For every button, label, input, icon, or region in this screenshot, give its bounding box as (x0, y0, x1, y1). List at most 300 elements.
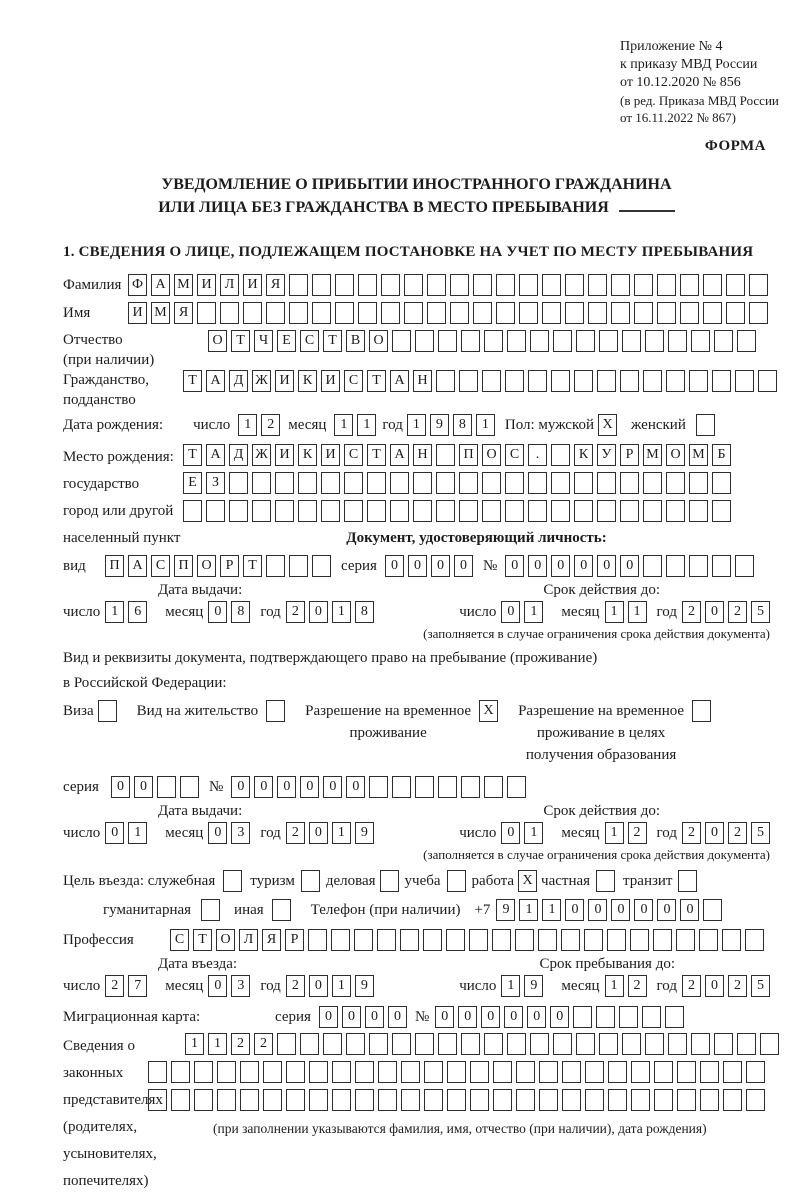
form-cell[interactable] (507, 1033, 526, 1055)
form-cell[interactable] (689, 500, 708, 522)
form-cell[interactable]: 1 (542, 899, 561, 921)
form-cell[interactable]: 0 (365, 1006, 384, 1028)
form-cell[interactable]: 1 (357, 414, 376, 436)
form-cell[interactable]: 0 (435, 1006, 454, 1028)
form-cell[interactable] (622, 330, 641, 352)
form-cell[interactable]: И (275, 370, 294, 392)
form-cell[interactable]: 2 (682, 975, 701, 997)
form-cell[interactable] (726, 274, 745, 296)
form-cell[interactable] (723, 1061, 742, 1083)
form-cell[interactable] (689, 370, 708, 392)
form-cell[interactable] (240, 1089, 259, 1111)
form-cell[interactable] (538, 929, 557, 951)
form-cell[interactable]: X (518, 870, 537, 892)
form-cell[interactable] (505, 472, 524, 494)
form-cell[interactable]: 1 (238, 414, 257, 436)
form-cell[interactable] (400, 929, 419, 951)
form-cell[interactable] (608, 1089, 627, 1111)
form-cell[interactable] (321, 500, 340, 522)
form-cell[interactable] (220, 302, 239, 324)
form-cell[interactable] (275, 472, 294, 494)
form-cell[interactable] (323, 1033, 342, 1055)
form-cell[interactable] (392, 1033, 411, 1055)
form-cell[interactable]: 0 (505, 555, 524, 577)
form-cell[interactable] (691, 1033, 710, 1055)
form-cell[interactable] (530, 1033, 549, 1055)
form-cell[interactable] (157, 776, 176, 798)
form-cell[interactable] (252, 472, 271, 494)
form-cell[interactable]: П (459, 444, 478, 466)
form-cell[interactable] (712, 500, 731, 522)
form-cell[interactable]: . (528, 444, 547, 466)
form-cell[interactable]: И (243, 274, 262, 296)
form-cell[interactable] (692, 700, 711, 722)
form-cell[interactable]: 0 (342, 1006, 361, 1028)
form-cell[interactable] (275, 500, 294, 522)
form-cell[interactable] (355, 1061, 374, 1083)
form-cell[interactable]: А (206, 444, 225, 466)
form-cell[interactable]: 0 (277, 776, 296, 798)
form-cell[interactable]: 2 (728, 975, 747, 997)
form-cell[interactable] (666, 370, 685, 392)
form-cell[interactable] (377, 929, 396, 951)
form-cell[interactable] (415, 776, 434, 798)
form-cell[interactable]: Б (712, 444, 731, 466)
form-cell[interactable]: Ж (252, 444, 271, 466)
form-cell[interactable] (470, 1061, 489, 1083)
form-cell[interactable]: 2 (254, 1033, 273, 1055)
form-cell[interactable]: 0 (454, 555, 473, 577)
form-cell[interactable] (438, 330, 457, 352)
form-cell[interactable]: 1 (476, 414, 495, 436)
form-cell[interactable]: 1 (208, 1033, 227, 1055)
form-cell[interactable] (194, 1061, 213, 1083)
form-cell[interactable] (272, 899, 291, 921)
form-cell[interactable]: Т (243, 555, 262, 577)
form-cell[interactable] (298, 500, 317, 522)
form-cell[interactable] (484, 1033, 503, 1055)
form-cell[interactable] (369, 776, 388, 798)
form-cell[interactable]: 3 (231, 822, 250, 844)
form-cell[interactable] (459, 472, 478, 494)
form-cell[interactable]: 2 (728, 822, 747, 844)
form-cell[interactable] (308, 929, 327, 951)
form-cell[interactable] (493, 1061, 512, 1083)
form-cell[interactable] (298, 472, 317, 494)
form-cell[interactable] (312, 274, 331, 296)
form-cell[interactable]: 0 (705, 601, 724, 623)
form-cell[interactable] (332, 1061, 351, 1083)
form-cell[interactable] (608, 1061, 627, 1083)
form-cell[interactable] (573, 1006, 592, 1028)
form-cell[interactable]: 0 (208, 975, 227, 997)
form-cell[interactable] (482, 500, 501, 522)
form-cell[interactable] (666, 472, 685, 494)
form-cell[interactable] (689, 472, 708, 494)
form-cell[interactable] (505, 370, 524, 392)
form-cell[interactable] (528, 500, 547, 522)
form-cell[interactable] (689, 555, 708, 577)
form-cell[interactable]: Л (220, 274, 239, 296)
form-cell[interactable] (654, 1061, 673, 1083)
form-cell[interactable] (312, 555, 331, 577)
form-cell[interactable] (666, 555, 685, 577)
form-cell[interactable]: 7 (128, 975, 147, 997)
form-cell[interactable]: 0 (408, 555, 427, 577)
form-cell[interactable]: Т (193, 929, 212, 951)
form-cell[interactable]: О (666, 444, 685, 466)
form-cell[interactable] (180, 776, 199, 798)
form-cell[interactable] (381, 274, 400, 296)
form-cell[interactable] (565, 302, 584, 324)
form-cell[interactable] (217, 1089, 236, 1111)
form-cell[interactable]: П (174, 555, 193, 577)
form-cell[interactable]: Я (266, 274, 285, 296)
form-cell[interactable] (438, 1033, 457, 1055)
form-cell[interactable]: Ч (254, 330, 273, 352)
form-cell[interactable] (678, 870, 697, 892)
form-cell[interactable] (585, 1089, 604, 1111)
form-cell[interactable]: И (128, 302, 147, 324)
form-cell[interactable]: М (174, 274, 193, 296)
form-cell[interactable]: А (390, 444, 409, 466)
form-cell[interactable]: Т (323, 330, 342, 352)
form-cell[interactable] (712, 555, 731, 577)
form-cell[interactable] (459, 370, 478, 392)
form-cell[interactable] (576, 1033, 595, 1055)
form-cell[interactable]: 0 (105, 822, 124, 844)
form-cell[interactable] (344, 472, 363, 494)
form-cell[interactable] (519, 274, 538, 296)
form-cell[interactable] (654, 1089, 673, 1111)
form-cell[interactable]: 2 (105, 975, 124, 997)
form-cell[interactable] (666, 500, 685, 522)
form-cell[interactable]: 5 (751, 601, 770, 623)
form-cell[interactable] (712, 370, 731, 392)
form-cell[interactable] (415, 1033, 434, 1055)
form-cell[interactable] (355, 1089, 374, 1111)
form-cell[interactable] (515, 929, 534, 951)
form-cell[interactable]: И (321, 370, 340, 392)
form-cell[interactable] (699, 929, 718, 951)
form-cell[interactable]: 1 (332, 975, 351, 997)
form-cell[interactable] (676, 929, 695, 951)
form-cell[interactable]: М (151, 302, 170, 324)
form-cell[interactable] (436, 472, 455, 494)
form-cell[interactable]: П (105, 555, 124, 577)
form-cell[interactable] (413, 472, 432, 494)
form-cell[interactable]: 5 (751, 822, 770, 844)
form-cell[interactable] (703, 274, 722, 296)
form-cell[interactable] (677, 1089, 696, 1111)
form-cell[interactable]: 8 (231, 601, 250, 623)
form-cell[interactable]: 1 (332, 822, 351, 844)
form-cell[interactable] (562, 1089, 581, 1111)
form-cell[interactable]: С (344, 370, 363, 392)
form-cell[interactable] (760, 1033, 779, 1055)
form-cell[interactable]: 1 (334, 414, 353, 436)
form-cell[interactable] (528, 370, 547, 392)
form-cell[interactable]: Н (413, 370, 432, 392)
form-cell[interactable] (473, 274, 492, 296)
form-cell[interactable] (596, 870, 615, 892)
form-cell[interactable]: 6 (128, 601, 147, 623)
form-cell[interactable]: 0 (481, 1006, 500, 1028)
form-cell[interactable]: 1 (519, 899, 538, 921)
form-cell[interactable] (530, 330, 549, 352)
form-cell[interactable] (381, 302, 400, 324)
form-cell[interactable] (507, 776, 526, 798)
form-cell[interactable]: Т (367, 444, 386, 466)
form-cell[interactable]: 0 (388, 1006, 407, 1028)
form-cell[interactable] (519, 302, 538, 324)
form-cell[interactable] (493, 1089, 512, 1111)
form-cell[interactable]: С (300, 330, 319, 352)
form-cell[interactable]: 0 (705, 822, 724, 844)
form-cell[interactable] (309, 1061, 328, 1083)
form-cell[interactable]: 2 (261, 414, 280, 436)
form-cell[interactable] (696, 414, 715, 436)
form-cell[interactable]: 0 (254, 776, 273, 798)
form-cell[interactable] (300, 1033, 319, 1055)
form-cell[interactable] (470, 1089, 489, 1111)
form-cell[interactable]: 1 (185, 1033, 204, 1055)
form-cell[interactable] (183, 500, 202, 522)
form-cell[interactable] (631, 1089, 650, 1111)
form-cell[interactable]: 0 (208, 601, 227, 623)
form-cell[interactable]: 2 (231, 1033, 250, 1055)
form-cell[interactable] (597, 370, 616, 392)
form-cell[interactable] (542, 274, 561, 296)
form-cell[interactable] (469, 929, 488, 951)
form-cell[interactable]: А (206, 370, 225, 392)
form-cell[interactable] (691, 330, 710, 352)
form-cell[interactable] (266, 700, 285, 722)
form-cell[interactable]: 1 (501, 975, 520, 997)
form-cell[interactable] (289, 302, 308, 324)
form-cell[interactable] (622, 1033, 641, 1055)
form-cell[interactable]: М (643, 444, 662, 466)
form-cell[interactable]: 0 (588, 899, 607, 921)
form-cell[interactable] (446, 929, 465, 951)
form-cell[interactable] (574, 472, 593, 494)
form-cell[interactable] (447, 1089, 466, 1111)
form-cell[interactable]: 5 (751, 975, 770, 997)
form-cell[interactable] (436, 370, 455, 392)
form-cell[interactable]: 1 (332, 601, 351, 623)
form-cell[interactable]: 0 (574, 555, 593, 577)
form-cell[interactable] (507, 330, 526, 352)
form-cell[interactable]: 1 (605, 601, 624, 623)
form-cell[interactable] (630, 929, 649, 951)
form-cell[interactable] (415, 330, 434, 352)
form-cell[interactable]: М (689, 444, 708, 466)
form-cell[interactable]: О (216, 929, 235, 951)
form-cell[interactable] (561, 929, 580, 951)
form-cell[interactable]: С (151, 555, 170, 577)
form-cell[interactable] (735, 370, 754, 392)
form-cell[interactable] (505, 500, 524, 522)
form-cell[interactable] (553, 1033, 572, 1055)
form-cell[interactable]: Т (183, 444, 202, 466)
form-cell[interactable] (539, 1089, 558, 1111)
form-cell[interactable] (584, 929, 603, 951)
form-cell[interactable]: 2 (286, 822, 305, 844)
form-cell[interactable] (620, 472, 639, 494)
form-cell[interactable] (516, 1061, 535, 1083)
form-cell[interactable] (266, 302, 285, 324)
form-cell[interactable] (551, 500, 570, 522)
form-cell[interactable]: 0 (231, 776, 250, 798)
form-cell[interactable] (447, 1061, 466, 1083)
form-cell[interactable] (677, 1061, 696, 1083)
form-cell[interactable]: О (369, 330, 388, 352)
form-cell[interactable] (496, 302, 515, 324)
form-cell[interactable] (346, 1033, 365, 1055)
form-cell[interactable] (597, 500, 616, 522)
form-cell[interactable] (668, 1033, 687, 1055)
form-cell[interactable] (358, 302, 377, 324)
form-cell[interactable]: Д (229, 370, 248, 392)
form-cell[interactable] (722, 929, 741, 951)
form-cell[interactable]: 0 (620, 555, 639, 577)
form-cell[interactable]: А (390, 370, 409, 392)
form-cell[interactable]: 0 (458, 1006, 477, 1028)
form-cell[interactable] (461, 330, 480, 352)
form-cell[interactable]: Д (229, 444, 248, 466)
form-cell[interactable] (461, 776, 480, 798)
form-cell[interactable] (332, 1089, 351, 1111)
form-cell[interactable] (726, 302, 745, 324)
form-cell[interactable]: 1 (524, 601, 543, 623)
form-cell[interactable] (229, 500, 248, 522)
form-cell[interactable]: А (151, 274, 170, 296)
form-cell[interactable] (599, 1033, 618, 1055)
form-cell[interactable]: К (298, 370, 317, 392)
form-cell[interactable] (496, 274, 515, 296)
form-cell[interactable] (703, 899, 722, 921)
form-cell[interactable]: 0 (680, 899, 699, 921)
form-cell[interactable]: 0 (309, 975, 328, 997)
form-cell[interactable]: В (346, 330, 365, 352)
form-cell[interactable] (703, 302, 722, 324)
form-cell[interactable] (758, 370, 777, 392)
form-cell[interactable] (289, 274, 308, 296)
form-cell[interactable]: 2 (628, 822, 647, 844)
form-cell[interactable] (484, 776, 503, 798)
form-cell[interactable]: 1 (628, 601, 647, 623)
form-cell[interactable]: 1 (524, 822, 543, 844)
form-cell[interactable] (436, 500, 455, 522)
form-cell[interactable] (263, 1089, 282, 1111)
form-cell[interactable] (450, 302, 469, 324)
form-cell[interactable] (574, 500, 593, 522)
form-cell[interactable] (634, 274, 653, 296)
form-cell[interactable] (588, 274, 607, 296)
form-cell[interactable]: 0 (550, 1006, 569, 1028)
form-cell[interactable]: К (574, 444, 593, 466)
form-cell[interactable]: 0 (528, 555, 547, 577)
form-cell[interactable]: 0 (323, 776, 342, 798)
form-cell[interactable]: Ж (252, 370, 271, 392)
form-cell[interactable]: 2 (286, 601, 305, 623)
form-cell[interactable] (390, 500, 409, 522)
form-cell[interactable]: 0 (309, 601, 328, 623)
form-cell[interactable] (642, 1006, 661, 1028)
form-cell[interactable] (369, 1033, 388, 1055)
form-cell[interactable] (700, 1061, 719, 1083)
form-cell[interactable]: 0 (346, 776, 365, 798)
form-cell[interactable] (492, 929, 511, 951)
form-cell[interactable]: 0 (319, 1006, 338, 1028)
form-cell[interactable]: 2 (286, 975, 305, 997)
form-cell[interactable] (551, 444, 570, 466)
form-cell[interactable] (484, 330, 503, 352)
form-cell[interactable] (574, 370, 593, 392)
form-cell[interactable]: О (482, 444, 501, 466)
form-cell[interactable] (427, 302, 446, 324)
form-cell[interactable] (223, 870, 242, 892)
form-cell[interactable]: 0 (300, 776, 319, 798)
form-cell[interactable] (344, 500, 363, 522)
form-cell[interactable]: Т (183, 370, 202, 392)
form-cell[interactable] (277, 1033, 296, 1055)
form-cell[interactable]: 0 (611, 899, 630, 921)
form-cell[interactable]: 8 (355, 601, 374, 623)
form-cell[interactable]: Р (620, 444, 639, 466)
form-cell[interactable] (194, 1089, 213, 1111)
form-cell[interactable]: 3 (231, 975, 250, 997)
form-cell[interactable]: 0 (597, 555, 616, 577)
form-cell[interactable]: X (598, 414, 617, 436)
form-cell[interactable] (367, 500, 386, 522)
form-cell[interactable] (653, 929, 672, 951)
form-cell[interactable] (392, 330, 411, 352)
form-cell[interactable]: X (479, 700, 498, 722)
form-cell[interactable] (553, 330, 572, 352)
form-cell[interactable] (482, 370, 501, 392)
form-cell[interactable] (321, 472, 340, 494)
form-cell[interactable] (643, 472, 662, 494)
form-cell[interactable] (749, 302, 768, 324)
form-cell[interactable] (551, 370, 570, 392)
form-cell[interactable] (596, 1006, 615, 1028)
form-cell[interactable]: Р (285, 929, 304, 951)
form-cell[interactable] (611, 302, 630, 324)
form-cell[interactable] (749, 274, 768, 296)
form-cell[interactable] (735, 555, 754, 577)
form-cell[interactable] (645, 330, 664, 352)
form-cell[interactable] (482, 472, 501, 494)
form-cell[interactable] (263, 1061, 282, 1083)
form-cell[interactable]: 0 (309, 822, 328, 844)
form-cell[interactable] (714, 1033, 733, 1055)
form-cell[interactable] (229, 472, 248, 494)
form-cell[interactable]: У (597, 444, 616, 466)
form-cell[interactable]: Е (277, 330, 296, 352)
form-cell[interactable] (516, 1089, 535, 1111)
form-cell[interactable]: С (344, 444, 363, 466)
form-cell[interactable]: А (128, 555, 147, 577)
form-cell[interactable] (312, 302, 331, 324)
form-cell[interactable]: 9 (355, 822, 374, 844)
form-cell[interactable]: 0 (657, 899, 676, 921)
form-cell[interactable] (668, 330, 687, 352)
form-cell[interactable] (392, 776, 411, 798)
form-cell[interactable]: 0 (501, 822, 520, 844)
form-cell[interactable] (309, 1089, 328, 1111)
form-cell[interactable] (378, 1089, 397, 1111)
